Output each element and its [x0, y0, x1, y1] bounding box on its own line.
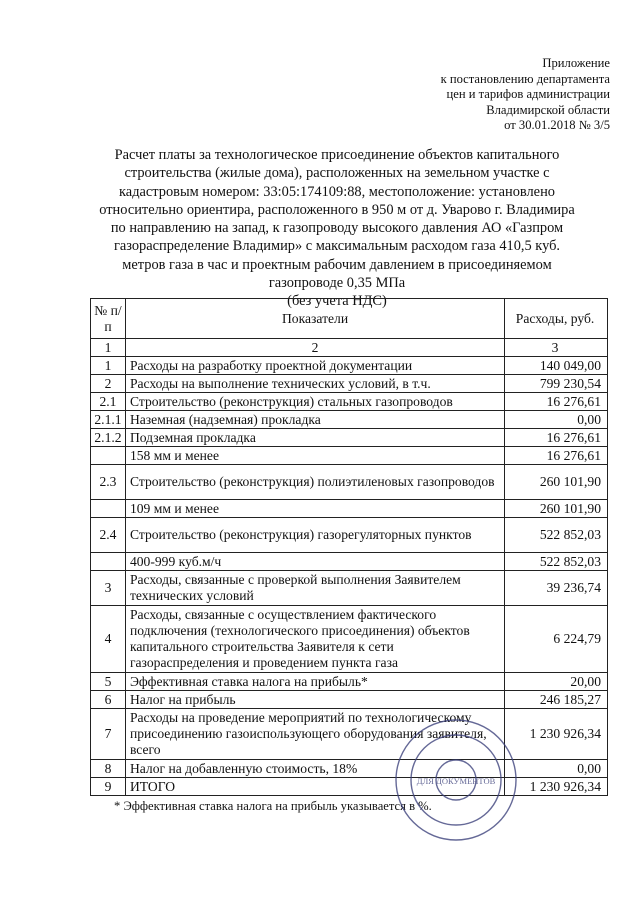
row-num: 2.1 [91, 393, 126, 411]
appendix-header-line: к постановлению департамента [440, 71, 610, 86]
row-value: 0,00 [505, 411, 608, 429]
header-value: Расходы, руб. [505, 299, 608, 339]
row-name: 158 мм и менее [125, 447, 504, 465]
table-row [91, 518, 608, 553]
title-line: газораспределение Владимир» с максимальным расходом газа 410,5 куб. [113, 238, 561, 255]
table-row [91, 447, 608, 465]
row-num [91, 553, 126, 571]
row-value: 260 101,90 [505, 500, 608, 518]
column-number: 3 [505, 339, 608, 357]
table-row [91, 393, 608, 411]
table-row [91, 553, 608, 571]
row-value: 6 224,79 [505, 606, 608, 673]
row-value: 522 852,03 [505, 553, 608, 571]
row-num: 4 [91, 606, 126, 673]
table-row [91, 357, 608, 375]
table-row [91, 778, 608, 796]
row-name: Строительство (реконструкция) газорегуляторных пунктов [125, 518, 504, 553]
row-value: 1 230 926,34 [505, 778, 608, 796]
table-row [91, 429, 608, 447]
row-value: 1 230 926,34 [505, 709, 608, 760]
row-value: 16 276,61 [505, 393, 608, 411]
row-num: 5 [91, 673, 126, 691]
row-num: 1 [91, 357, 126, 375]
header-num: № п/п [91, 299, 126, 339]
title-line: метров газа в час и проектным рабочим давлением в присоединяемом [122, 256, 552, 273]
table-row [91, 760, 608, 778]
row-num: 2.1.2 [91, 429, 126, 447]
official-stamp [392, 716, 520, 844]
title-line: по направлению на запад, к газопроводу высокого давления АО «Газпром [110, 220, 564, 237]
row-num [91, 447, 126, 465]
row-name: Расходы, связанные с проверкой выполнения Заявителем технических условий [125, 571, 504, 606]
row-name: 109 мм и менее [125, 500, 504, 518]
row-value: 522 852,03 [505, 518, 608, 553]
row-num: 8 [91, 760, 126, 778]
row-value: 260 101,90 [505, 465, 608, 500]
stamp-center-text: ДЛЯ ДОКУМЕНТОВ [416, 776, 496, 786]
appendix-header-line: цен и тарифов администрации [446, 87, 610, 102]
column-number: 2 [125, 339, 504, 357]
title-line: газопроводе 0,35 МПа [268, 275, 406, 292]
table-row [91, 673, 608, 691]
appendix-header [390, 56, 610, 134]
row-num: 3 [91, 571, 126, 606]
row-name: 400-999 куб.м/ч [125, 553, 504, 571]
row-name: Расходы на разработку проектной документации [125, 357, 504, 375]
table-row [91, 691, 608, 709]
table-row [91, 571, 608, 606]
row-value: 39 236,74 [505, 571, 608, 606]
title-line: относительно ориентира, расположенного в 950 м от д. Уварово г. Владимира [99, 201, 575, 218]
title-line: (без учета НДС) [287, 293, 387, 310]
table-row [91, 709, 608, 760]
row-name: Строительство (реконструкция) стальных газопроводов [125, 393, 504, 411]
row-num: 9 [91, 778, 126, 796]
document-title [88, 146, 586, 311]
title-line: строительства (жилые дома), расположенных на земельном участке с [124, 165, 550, 182]
row-name: Эффективная ставка налога на прибыль* [125, 673, 504, 691]
row-name: Расходы на проведение мероприятий по технологическому присоединению газоиспользующего оборудования заявителя, всего [125, 709, 504, 760]
row-num: 2.4 [91, 518, 126, 553]
title-line: кадастровым номером: 33:05:174109:88, местоположение: установлено [119, 183, 555, 200]
row-name: Строительство (реконструкция) полиэтиленовых газопроводов [125, 465, 504, 500]
row-name: Расходы, связанные с осуществлением фактического подключения (технологического присоединения) объектов капитального строительства Заявителя к сети газораспределения и проведением пункта газа [125, 606, 504, 673]
table-row [91, 375, 608, 393]
row-name: Налог на прибыль [125, 691, 504, 709]
appendix-header-line: от 30.01.2018 № 3/5 [504, 118, 610, 133]
row-num [91, 500, 126, 518]
row-num: 2.1.1 [91, 411, 126, 429]
row-value: 16 276,61 [505, 429, 608, 447]
row-value: 20,00 [505, 673, 608, 691]
header-name: Показатели [125, 299, 504, 339]
row-name: Расходы на выполнение технических условий, в т.ч. [125, 375, 504, 393]
row-num: 6 [91, 691, 126, 709]
appendix-header-line: Приложение [542, 56, 610, 70]
row-name: Налог на добавленную стоимость, 18% [125, 760, 504, 778]
row-value: 246 185,27 [505, 691, 608, 709]
row-value: 140 049,00 [505, 357, 608, 375]
row-num: 2 [91, 375, 126, 393]
table-header-row [91, 299, 608, 339]
title-line: Расчет платы за технологическое присоединение объектов капитального [114, 147, 560, 163]
row-value: 16 276,61 [505, 447, 608, 465]
appendix-header-line: Владимирской области [486, 102, 610, 117]
footnote: * Эффективная ставка налога на прибыль указывается в %. [114, 799, 432, 813]
row-name: ИТОГО [125, 778, 504, 796]
calculation-table [90, 298, 608, 796]
row-name: Наземная (надземная) прокладка [125, 411, 504, 429]
table-row [91, 500, 608, 518]
row-name: Подземная прокладка [125, 429, 504, 447]
row-num: 7 [91, 709, 126, 760]
table-row [91, 465, 608, 500]
table-row [91, 606, 608, 673]
table-row [91, 411, 608, 429]
row-value: 0,00 [505, 760, 608, 778]
column-number: 1 [91, 339, 126, 357]
row-num: 2.3 [91, 465, 126, 500]
column-number-row [91, 339, 608, 357]
row-value: 799 230,54 [505, 375, 608, 393]
